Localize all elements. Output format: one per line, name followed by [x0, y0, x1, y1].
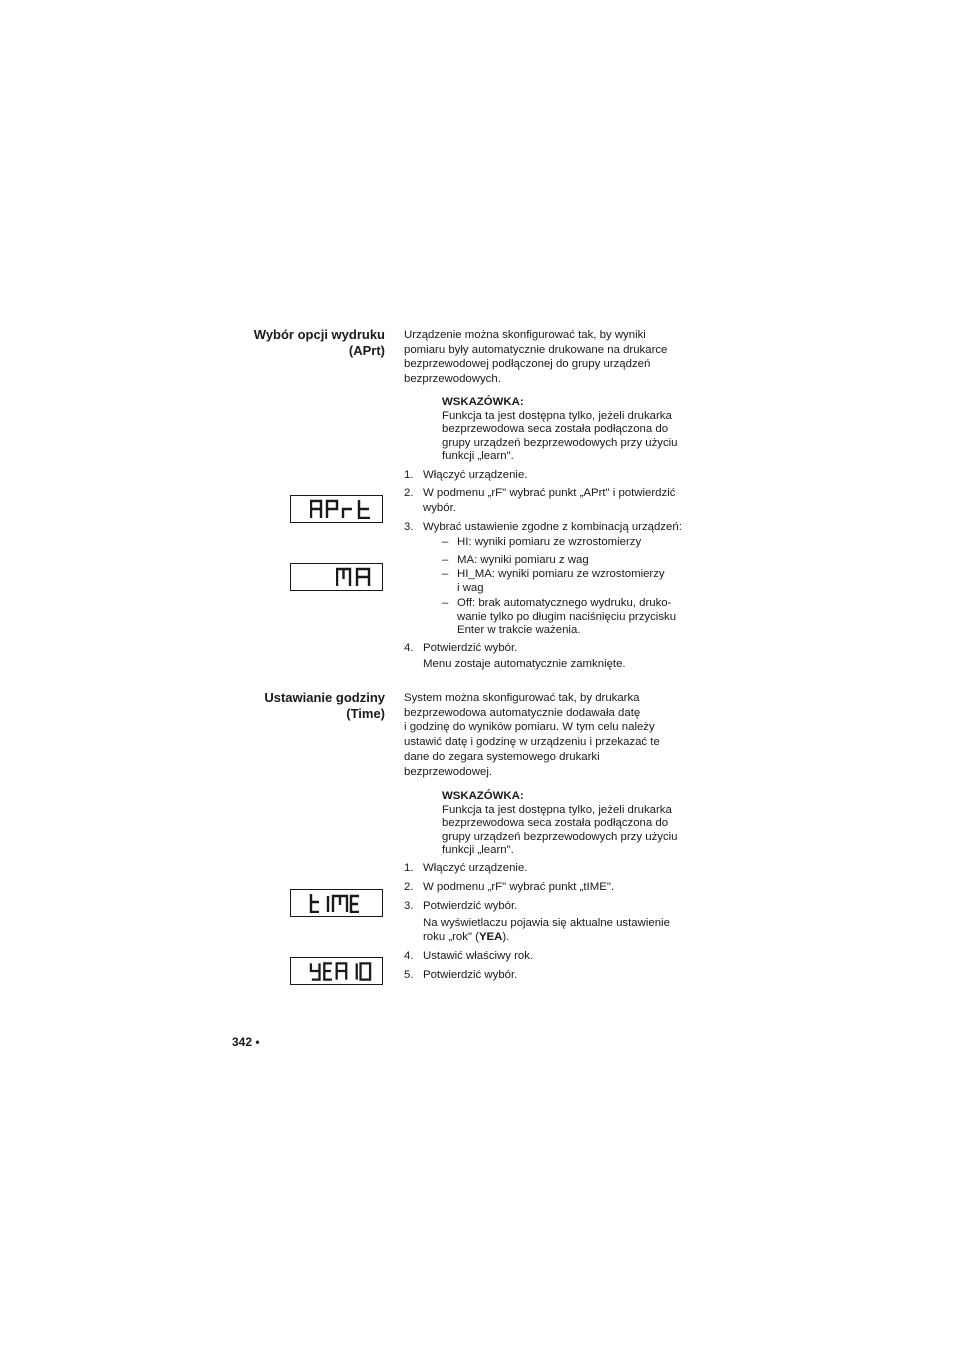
option-text: Enter w trakcie ważenia.: [457, 624, 581, 637]
dash-bullet: –: [442, 568, 449, 580]
step-text: W podmenu „rF" wybrać punkt „APrt" i potwierdzić: [423, 487, 676, 499]
option-text: i wag: [457, 581, 484, 594]
lcd-display-aprt: [290, 495, 383, 523]
text-line: i godzinę do wyników pomiaru. W tym celu należy: [404, 721, 655, 734]
text-line: funkcji „learn".: [442, 449, 514, 462]
note-title: WSKAZÓWKA:: [442, 396, 524, 408]
intro-paragraph: [404, 691, 694, 779]
text-line: bezprzewodowa seca została podłączona do: [442, 423, 669, 436]
note-body: [442, 410, 697, 463]
text-line: grupy urządzeń bezprzewodowych przy użyciu: [442, 830, 678, 843]
step-text: wybór.: [423, 501, 456, 514]
text-line: System można skonfigurować tak, by drukarka: [404, 692, 640, 704]
option-text: wanie tylko po długim naciśnięciu przycisku: [457, 610, 677, 623]
section-heading-aprt: [215, 327, 385, 359]
text-line: bezprzewodowych.: [404, 373, 501, 386]
option-text: HI: wyniki pomiaru ze wzrostomierzy: [457, 536, 642, 548]
text-fragment: roku „rok" (: [423, 931, 479, 944]
lcd-display-year: [290, 957, 383, 985]
text-line: Funkcja ta jest dostępna tylko, jeżeli drukarka: [442, 804, 672, 816]
text-line: Funkcja ta jest dostępna tylko, jeżeli drukarka: [442, 410, 672, 422]
lcd-aprt-glyphs: [310, 499, 372, 519]
heading-line: (APrt): [348, 343, 385, 358]
option-text: HI_MA: wyniki pomiaru ze wzrostomierzy: [457, 568, 665, 580]
note-title: WSKAZÓWKA:: [442, 790, 524, 802]
text-line: Urządzenie można skonfigurować tak, by wyniki: [404, 329, 646, 341]
step-text: Wybrać ustawienie zgodne z kombinacją urządzeń:: [423, 521, 682, 533]
note-body: [442, 804, 697, 857]
step-number: 4.: [404, 642, 414, 654]
dash-bullet: –: [442, 536, 449, 548]
step-text: Włączyć urządzenie.: [423, 862, 528, 874]
text-line: funkcji „learn".: [442, 843, 514, 856]
text-line: bezprzewodowa automatycznie dodawała datę: [404, 706, 641, 719]
step-number: 5.: [404, 969, 414, 981]
heading-line: (Time): [346, 706, 385, 721]
text-line: bezprzewodowej podłączonej do grupy urządzeń: [404, 358, 651, 371]
heading-line: Wybór opcji wydruku: [253, 327, 385, 342]
step-number: 3.: [404, 900, 414, 912]
option-text: Off: brak automatycznego wydruku, druko-: [457, 597, 672, 609]
text-line: grupy urządzeń bezprzewodowych przy użyciu: [442, 436, 678, 449]
step-number: 2.: [404, 487, 414, 499]
text-line: pomiaru były automatycznie drukowane na drukarce: [404, 343, 668, 356]
text-fragment: ).: [502, 931, 510, 944]
step-text: Włączyć urządzenie.: [423, 469, 528, 481]
step-text: [423, 930, 698, 945]
step-text: W podmenu „rF" wybrać punkt „tIME".: [423, 881, 615, 893]
step-text: Menu zostaje automatycznie zamknięte.: [423, 657, 626, 670]
step-text: Potwierdzić wybór.: [423, 642, 518, 654]
dash-bullet: –: [442, 554, 449, 566]
display-code: YEA: [478, 931, 503, 944]
text-line: bezprzewodowa seca została podłączona do: [442, 817, 669, 830]
lcd-time-glyphs: [309, 893, 361, 913]
text-line: ustawić datę i godzinę w urządzeniu i przekazać te: [404, 736, 660, 749]
step-number: 1.: [404, 862, 414, 874]
step-number: 3.: [404, 521, 414, 533]
lcd-ma-glyphs: [336, 567, 372, 587]
heading-line: Ustawianie godziny: [264, 690, 385, 705]
step-text: Potwierdzić wybór.: [423, 900, 518, 912]
step-number: 2.: [404, 881, 414, 893]
lcd-display-ma: [290, 563, 383, 591]
step-text: Na wyświetlaczu pojawia się aktualne ustawienie: [423, 916, 670, 929]
lcd-display-time: [290, 889, 383, 917]
intro-paragraph: [404, 328, 694, 387]
lcd-year-glyphs: [309, 961, 372, 981]
step-number: 4.: [404, 950, 414, 962]
step-text: Potwierdzić wybór.: [423, 969, 518, 981]
dash-bullet: –: [442, 597, 449, 609]
step-text: Ustawić właściwy rok.: [423, 950, 534, 962]
section-heading-time: [215, 690, 385, 722]
page-number: 342 •: [232, 1035, 260, 1049]
option-text: MA: wyniki pomiaru z wag: [457, 554, 589, 566]
text-line: dane do zegara systemowego drukarki: [404, 750, 600, 763]
text-line: bezprzewodowej.: [404, 765, 493, 778]
step-number: 1.: [404, 469, 414, 481]
